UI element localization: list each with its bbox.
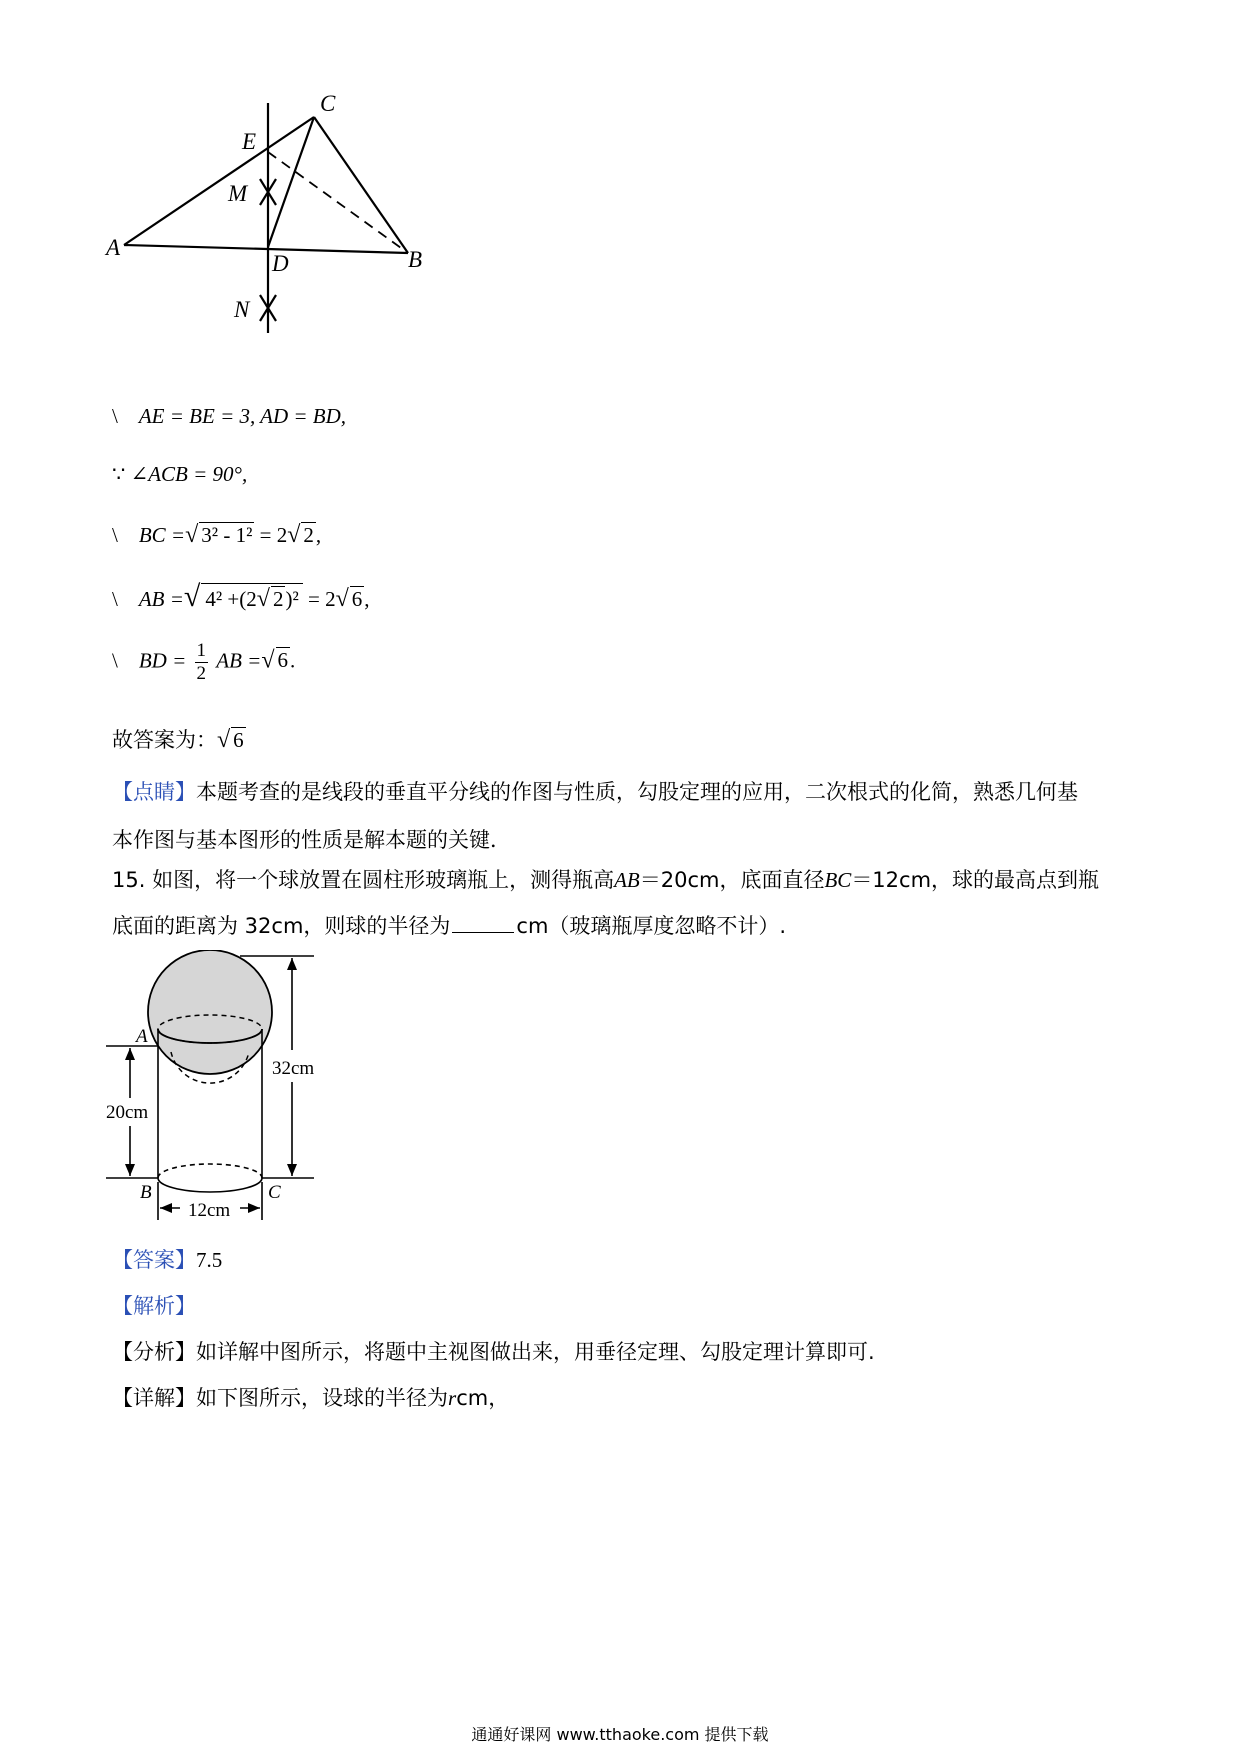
label-A: A <box>106 235 121 260</box>
label-B2: B <box>140 1182 152 1203</box>
label-12cm: 12cm <box>188 1200 231 1221</box>
answer-tag: 【答案】 <box>112 1248 196 1272</box>
analysis-heading: 【解析】 <box>112 1294 196 1318</box>
solution-line-3: \ BC =√ 3² - 1² = 2√ 2, <box>112 522 322 548</box>
answer-line: 【答案】7.5 <box>112 1248 223 1272</box>
answer-blank <box>452 914 514 933</box>
question-15-line-1: 15. 如图，将一个球放置在圆柱形玻璃瓶上，测得瓶高AB＝20cm，底面直径BC＝12cm，球的最高点到瓶 <box>112 868 1100 892</box>
label-20cm: 20cm <box>106 1102 149 1123</box>
label-E: E <box>242 129 257 154</box>
final-answer: 故答案为：√ 6 <box>112 727 244 753</box>
label-32cm: 32cm <box>272 1058 315 1079</box>
figure-sphere-cylinder <box>100 950 360 1235</box>
solution-line-4: \ AB =√ 4² +(2√ 2)² = 2√ 6, <box>112 580 370 613</box>
comment-line-1: 【点睛】本题考查的是线段的垂直平分线的作图与性质，勾股定理的应用，二次根式的化简，熟悉几何基 <box>112 780 1078 804</box>
label-M: M <box>228 181 248 206</box>
label-N: N <box>234 297 250 322</box>
comment-line-2: 本作图与基本图形的性质是解本题的关键． <box>112 828 511 852</box>
label-C: C <box>320 95 336 116</box>
fenxi-line: 【分析】如详解中图所示，将题中主视图做出来，用垂径定理、勾股定理计算即可. <box>112 1340 875 1364</box>
label-A2: A <box>136 1026 148 1047</box>
label-B: B <box>408 247 423 272</box>
figure-triangle <box>100 95 460 345</box>
question-15-line-2: 底面的距离为 32cm，则球的半径为 cm（玻璃瓶厚度忽略不计）. <box>112 914 787 938</box>
solution-line-2: ∵ ∠ACB = 90°, <box>112 462 248 486</box>
footer: 通通好课网 www.tthaoke.com 提供下载 <box>471 1725 769 1744</box>
label-D: D <box>272 251 289 276</box>
comment-tag: 【点睛】 <box>112 780 196 804</box>
label-C2: C <box>268 1182 281 1203</box>
xiangjie-line: 【详解】如下图所示，设球的半径为rcm， <box>112 1386 510 1410</box>
solution-line-5: \ BD = $\frac{1}{2}$ AB =√ 6. <box>112 640 296 684</box>
solution-line-1: \ AE = BE = 3, AD = BD, <box>112 404 347 428</box>
